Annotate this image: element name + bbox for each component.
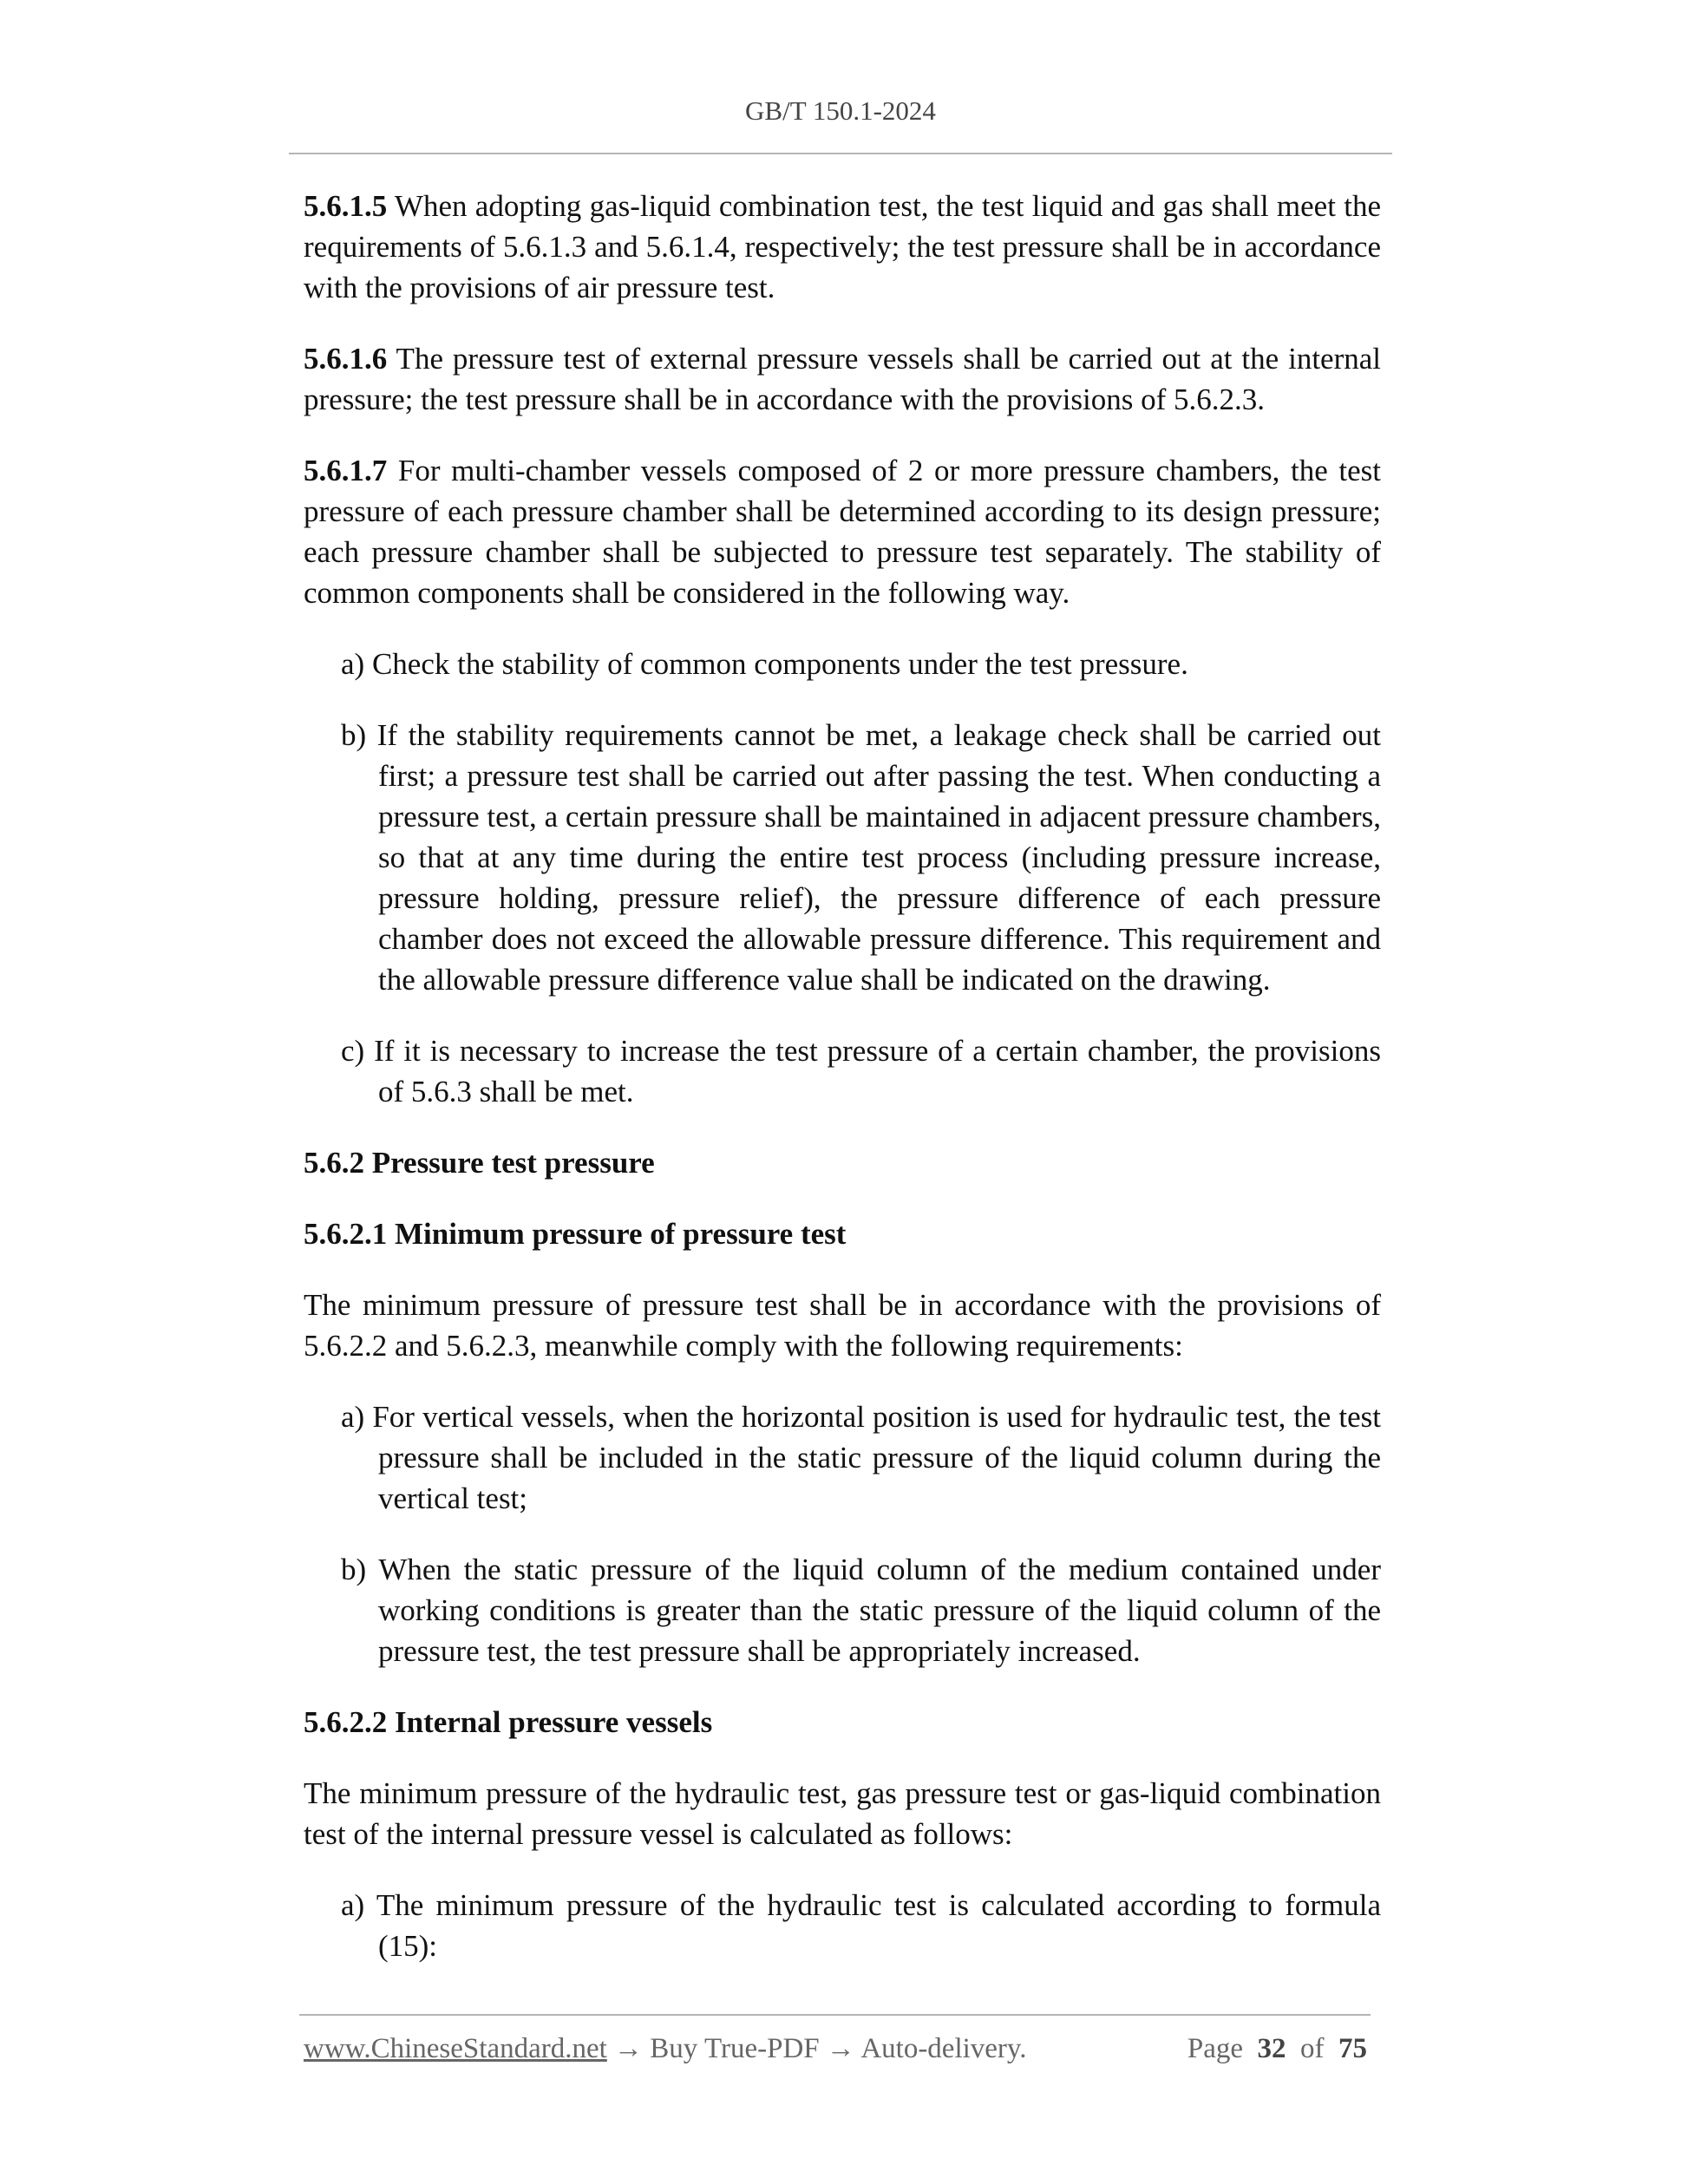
clause-5-6-1-7 <box>304 450 1381 613</box>
clause-text: The pressure test of external pressure vessels shall be carried out at the internal pressure; the test pressure shall be in accordance with the provisions of 5.6.2.3. <box>304 342 1381 416</box>
list-item: b) When the static pressure of the liquid column of the medium contained under working conditions is greater than the static pressure of the liquid column of the pressure test, the test pressure shall be appropriately increased. <box>341 1553 1381 1668</box>
of-label: of <box>1300 2033 1325 2064</box>
clause-number: 5.6.1.5 <box>304 189 388 223</box>
delivery-text: Auto-delivery. <box>860 2033 1027 2064</box>
document-body <box>304 186 1381 1997</box>
clause-text: The minimum pressure of the hydraulic test, gas pressure test or gas-liquid combination test of the internal pressure vessel is calculated as follows: <box>304 1776 1381 1851</box>
section-heading-5-6-2: 5.6.2 Pressure test pressure <box>304 1146 655 1180</box>
section-heading-5-6-2-1: 5.6.2.1 Minimum pressure of pressure test <box>304 1217 847 1251</box>
clause-text: The minimum pressure of pressure test shall be in accordance with the provisions of 5.6.2.2 and 5.6.2.3, meanwhile comply with the following requirements: <box>304 1288 1381 1363</box>
running-header: GB/T 150.1-2024 <box>745 95 936 126</box>
website-link[interactable]: www.ChineseStandard.net <box>304 2033 607 2064</box>
footer-divider <box>299 2014 1371 2016</box>
page-number <box>1187 2033 1367 2065</box>
list-item: a) Check the stability of common components under the test pressure. <box>341 647 1188 681</box>
page-current: 32 <box>1257 2033 1286 2064</box>
page-total: 75 <box>1338 2033 1367 2064</box>
header-divider <box>289 153 1392 154</box>
buy-pdf-text: Buy True-PDF <box>650 2033 820 2064</box>
clause-number: 5.6.1.7 <box>304 454 388 487</box>
clause-5-6-1-5 <box>304 186 1381 308</box>
clause-text: For multi-chamber vessels composed of 2 or more pressure chambers, the test pressure of each pressure chamber shall be determined according to its design pressure; each pressure chamber shall be subjected to pressure test separately. The stability of common components shall be considered in the following way. <box>304 454 1381 610</box>
list-item: c) If it is necessary to increase the test pressure of a certain chamber, the provisions of 5.6.3 shall be met. <box>341 1034 1381 1108</box>
clause-5-6-1-6 <box>304 338 1381 420</box>
list-item: a) For vertical vessels, when the horizontal position is used for hydraulic test, the test pressure shall be included in the static pressure of the liquid column during the vertical test; <box>341 1400 1381 1515</box>
arrow-icon: → <box>606 2033 651 2064</box>
clause-text: When adopting gas-liquid combination test, the test liquid and gas shall meet the requirements of 5.6.1.3 and 5.6.1.4, respectively; the test pressure shall be in accordance with the provisions of air pressure test. <box>304 189 1381 304</box>
page-label: Page <box>1187 2033 1243 2064</box>
footer-promo <box>304 2033 1027 2065</box>
arrow-icon: → <box>819 2033 861 2064</box>
list-item: a) The minimum pressure of the hydraulic test is calculated according to formula (15): <box>341 1888 1381 1963</box>
clause-number: 5.6.1.6 <box>304 342 388 376</box>
section-heading-5-6-2-2: 5.6.2.2 Internal pressure vessels <box>304 1705 713 1739</box>
list-item: b) If the stability requirements cannot be met, a leakage check shall be carried out first; a pressure test shall be carried out after passing the test. When conducting a pressure test, a certain pressure shall be maintained in adjacent pressure chambers, so that at any time during the entire test process (including pressure increase, pressure holding, pressure relief), the pressure difference of each pressure chamber does not exceed the allowable pressure difference. This requirement and the allowable pressure difference value shall be indicated on the drawing. <box>341 718 1381 997</box>
